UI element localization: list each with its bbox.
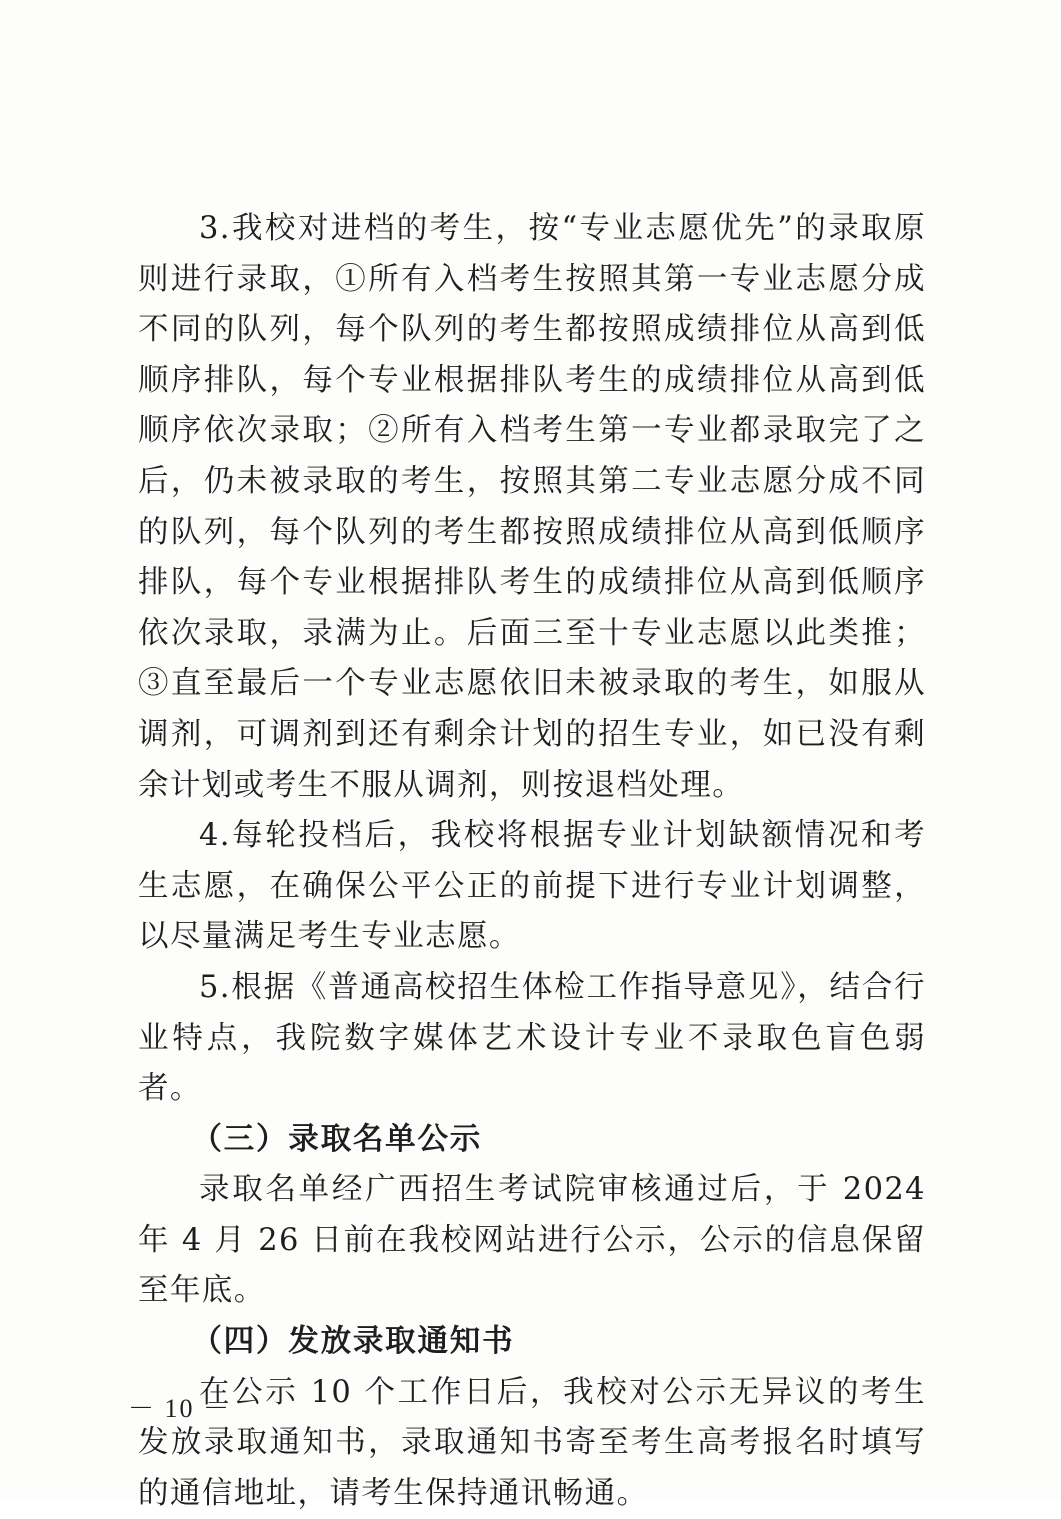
paragraph-plan-adjustment: 4.每轮投档后，我校将根据专业计划缺额情况和考生志愿，在确保公平公正的前提下进行专业计划调整，以尽量满足考生专业志愿。: [138, 818, 926, 955]
paragraph-notice: 在公示 10 个工作日后，我校对公示无异议的考生发放录取通知书，录取通知书寄至考生高考报名时填写的通信地址，请考生保持通讯畅通。: [138, 1374, 926, 1511]
page-number: － 10 －: [128, 1394, 232, 1423]
section-heading-publicity: （三）录取名单公示: [191, 1121, 483, 1157]
section-heading-notice: （四）发放录取通知书: [191, 1324, 515, 1360]
paragraph-health-check: 5.根据《普通高校招生体检工作指导意见》，结合行业特点，我院数字媒体艺术设计专业不录取色盲色弱者。: [138, 969, 926, 1107]
paragraph-admission-principle: 3.我校对进档的考生，按“专业志愿优先”的录取原则进行录取，①所有入档考生按照其第一专业志愿分成不同的队列，每个队列的考生都按照成绩排位从高到低顺序排队，每个专业根据排队考生的成绩排位从高到低顺序依次录取；②所有入档考生第一专业都录取完了之后，仍未被录取的考生，按照其第二专业志愿分成不同的队列，每个队列的考生都按照成绩排位从高到低顺序排队，每个专业根据排队考生的成绩排位从高到低顺序依次录取，录满为止。后面三至十专业志愿以此类推；③直至最后一个专业志愿依旧未被录取的考生，如服从调剂，可调剂到还有剩余计划的招生专业，如已没有剩余计划或考生不服从调剂，则按退档处理。: [138, 211, 926, 803]
paragraph-publicity: 录取名单经广西招生考试院审核通过后，于 2024 年 4 月 26 日前在我校网站进行公示，公示的信息保留至年底。: [138, 1172, 926, 1309]
document-body: [138, 204, 926, 1519]
